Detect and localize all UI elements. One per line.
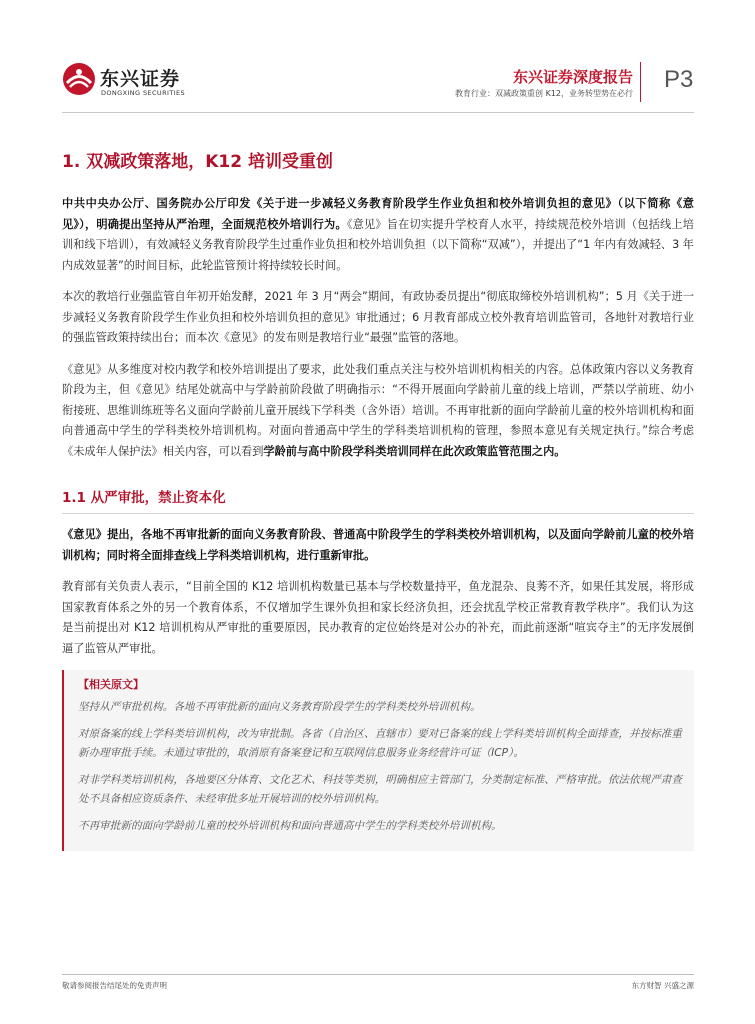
page-header	[0, 0, 755, 110]
subsection-title: 1.1 从严审批，禁止资本化	[62, 486, 694, 514]
quote-item: 坚持从严审批机构。各地不再审批新的面向义务教育阶段学生的学科类校外培训机构。	[78, 701, 481, 713]
paragraph-preschool-highschool	[62, 360, 694, 463]
quote-item: 对非学科类培训机构，各地要区分体育、文化艺术、科技等类别，明确相应主管部门，分类制定标准、严格审批。依法依规严肃查处不具备相应资质条件、未经审批多址开展培训的校外培训机构。	[78, 773, 682, 805]
paragraph-bold-lead: 中共中央办公厅、国务院办公厅印发《关于进一步减轻义务教育阶段学生作业负担和校外培训负担的意见》（以下简称《意见》），明确提出坚持从严治理，全面规范校外培训行为。	[62, 197, 694, 231]
company-logo	[62, 62, 252, 102]
related-original-text-box	[62, 670, 694, 851]
section-title: 1. 双减政策落地，K12 培训受重创	[62, 152, 333, 172]
footer-disclaimer: 敬请参阅报告结尾处的免责声明	[62, 981, 167, 990]
report-subtitle: 教育行业：双减政策重创 K12，业务转型势在必行	[455, 89, 633, 98]
quote-title: 【相关原文】	[78, 678, 144, 691]
paragraph-policy-issued	[62, 194, 694, 276]
paragraph-text: 教育部有关负责人表示，“目前全国的 K12 培训机构数量已基本与学校数量持平，鱼龙混杂、良莠不齐，如果任其发展，将形成国家教育体系之外的另一个教育体系，不仅增加学生课外负担和家长经济负担，还会扰乱学校正常教育教学秩序”。我们认为这是当前提出对 K12 培训机构从严审批的重要原因，民办教育的定位始终是对公办的补充，而此前逐渐“喧宾夺主”的无序发展倒逼了监管从严审批。	[62, 580, 694, 655]
logo-english-name: DONGXING SECURITIES	[101, 89, 186, 97]
paragraph-regulation-timeline	[62, 287, 694, 349]
dongxing-logo-icon	[62, 62, 96, 96]
quote-item: 不再审批新的面向学龄前儿童的校外培训机构和面向普通高中学生的学科类校外培训机构。	[78, 819, 502, 832]
paragraph-bold-tail: 学龄前与高中阶段学科类培训同样在此次政策监管范围之内。	[263, 444, 566, 458]
paragraph-bold-lead: 《意见》提出，各地不再审批新的面向义务教育阶段、普通高中阶段学生的学科类校外培训机构，以及面向学龄前儿童的校外培训机构；同时将全面排查线上学科类培训机构，进行重新审批。	[62, 528, 694, 562]
paragraph-text: 本次的教培行业强监管自年初开始发酵，2021 年 3 月“两会”期间，有政协委员提出“彻底取缔校外培训机构”；5 月《关于进一步减轻义务教育阶段学生作业负担和校外培训负担的意见》审批通过；6 月教育部成立校外教育培训监管司，各地针对教培行业的强监管政策持续出台；而本次《意见》的发布则是教培行业“最强”监管的落地。	[62, 290, 694, 344]
header-rule	[62, 112, 694, 113]
page-number: P3	[664, 66, 694, 93]
footer-slogan: 东方财智 兴盛之源	[631, 981, 694, 990]
quote-item: 对原备案的线上学科类培训机构，改为审批制。各省（自治区、直辖市）要对已备案的线上学科类培训机构全面排查，并按标准重新办理审批手续。未通过审批的，取消原有备案登记和互联网信息服务业务经营许可证（ICP）。	[78, 727, 682, 759]
report-body	[62, 135, 694, 851]
header-divider	[640, 62, 641, 102]
footer-rule	[62, 974, 694, 975]
paragraph-ministry-statement	[62, 577, 694, 659]
paragraph-text: 《意见》旨在切实提升学校育人水平，持续规范校外培训（包括线上培训和线下培训），有效减轻义务教育阶段学生过重作业负担和校外培训负担（以下简称“双减”），并提出了“1 年内有效减轻、3 年内成效显著”的时间目标，此轮监管预计将持续较长时间。	[62, 217, 694, 272]
paragraph-strict-approval	[62, 525, 694, 566]
paragraph-text: 《意见》从多维度对校内教学和校外培训提出了要求，此处我们重点关注与校外培训机构相关的内容。总体政策内容以义务教育阶段为主，但《意见》结尾处就高中与学龄前阶段做了明确指示：“不得开展面向学龄前儿童的线上培训，严禁以学前班、幼小衔接班、思维训练班等名义面向学龄前儿童开展线下学科类（含外语）培训。不再审批新的面向学龄前儿童的校外培训机构和面向普通高中学生的学科类校外培训机构。对面向普通高中学生的学科类培训机构的管理，参照本意见有关规定执行。”综合考虑《未成年人保护法》相关内容，可以看到	[62, 362, 694, 458]
report-title: 东兴证券深度报告	[512, 68, 633, 86]
logo-chinese-name: 东兴证券	[100, 68, 181, 90]
